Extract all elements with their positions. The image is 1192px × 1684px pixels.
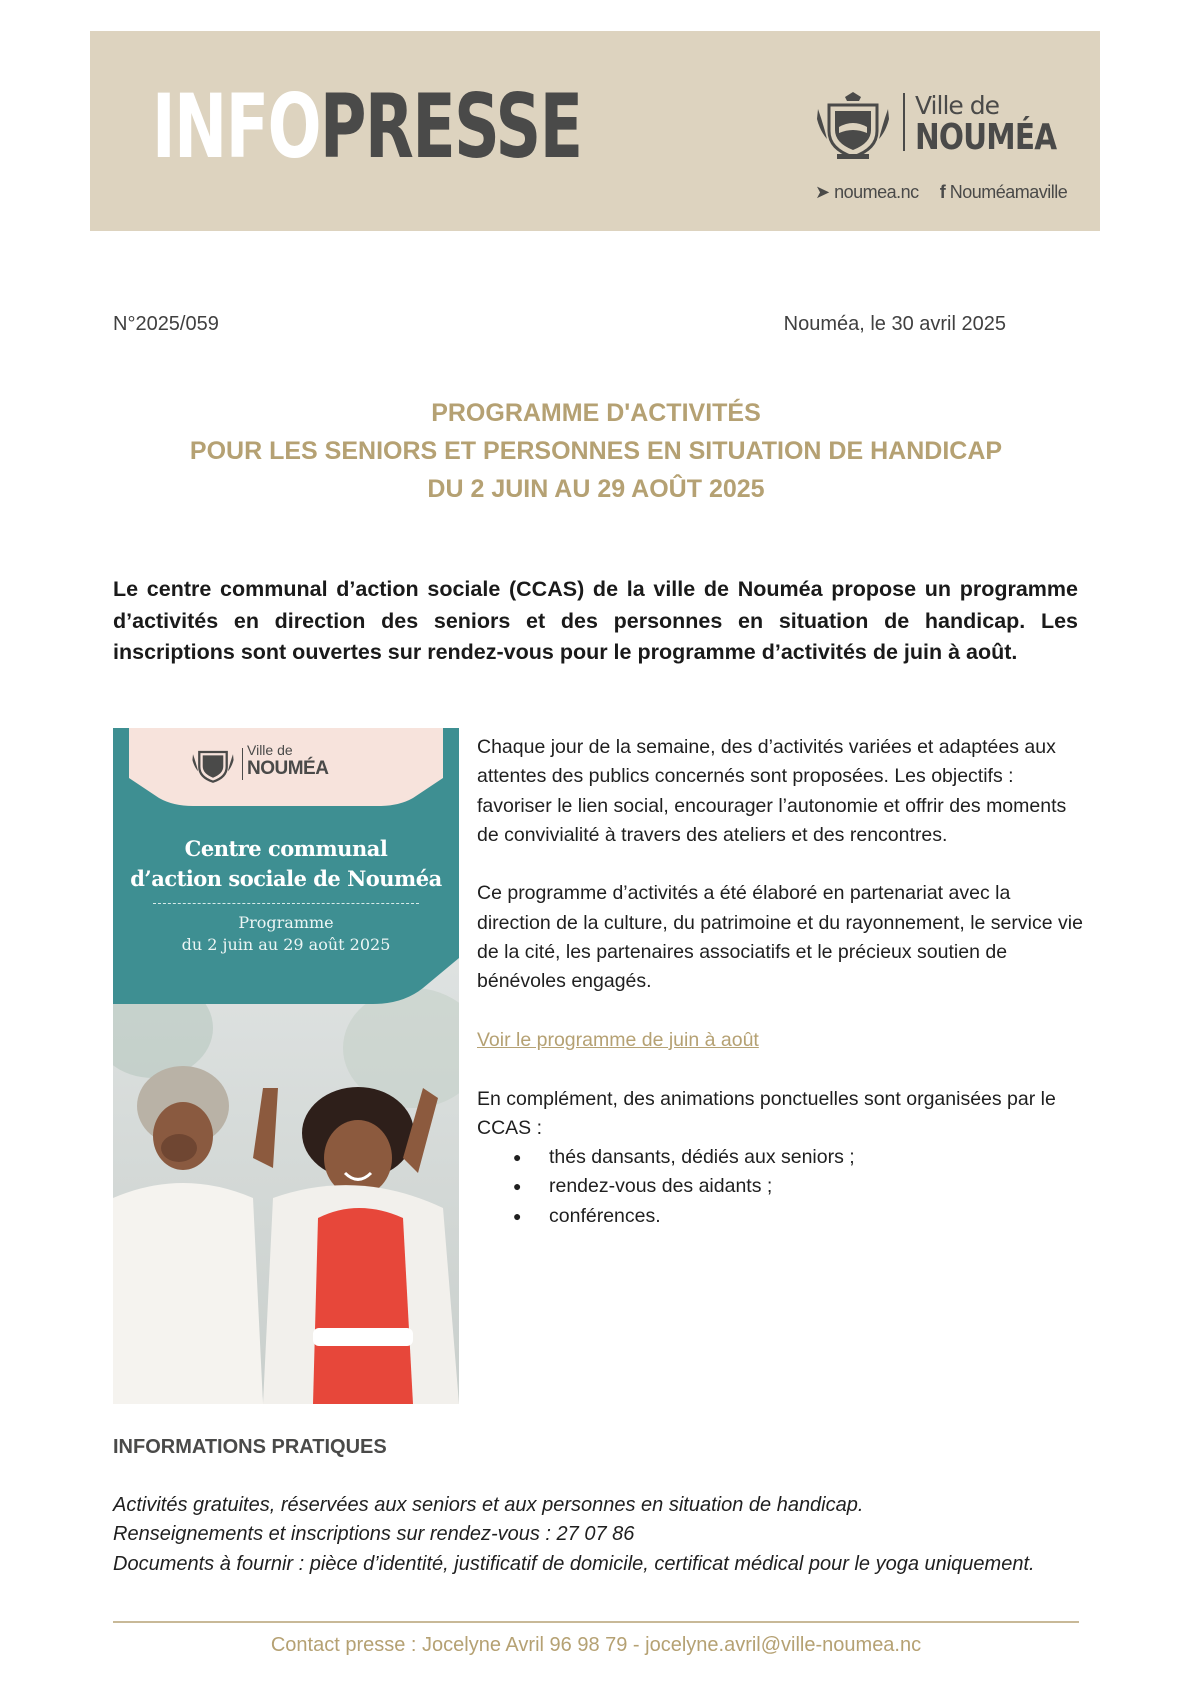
list-item: ● rendez-vous des aidants ; [477,1172,1087,1201]
poster-divider-line [153,903,419,904]
poster-headline: Centre communal d’action sociale de Nouméa [130,836,442,891]
poster-logo [191,744,391,794]
header-banner [90,31,1100,231]
poster-logo-noumea: NOUMÉA [247,758,329,779]
infopresse-wordmark: INFOPRESSE [152,75,582,178]
logo-links [815,182,1067,203]
paper-plane-icon: ➤ [815,182,830,202]
ville-de-noumea-logo [815,91,1068,211]
animations-list [477,1143,1087,1231]
body-paragraph-2: Ce programme d’activités a été élaboré en partenariat avec la direction de la culture, du patrimoine et du rayonnement, le service vie de la cité, les partenaires associatifs et le précieux soutien de bénévoles engagés. [477,882,1083,993]
program-link-paragraph [477,1026,1087,1055]
poster-program-dates: Programme du 2 juin au 29 août 2025 [181,913,391,954]
website-link[interactable]: noumea.nc [834,182,919,202]
press-contact: Contact presse : Jocelyne Avril 96 98 79 - jocelyne.avril@ville-noumea.nc [270,1634,922,1656]
logo-noumea: NOUMÉA [915,117,1057,158]
footer-divider [113,1621,1079,1623]
body-paragraph-3: En complément, des animations ponctuelles sont organisées par le CCAS : [477,1087,1056,1139]
practical-info-line-3: Documents à fournir : pièce d’identité, justificatif de domicile, certificat médical pour le yoga uniquement. [113,1552,1035,1575]
practical-info-body [113,1491,1083,1579]
practical-info-heading: INFORMATIONS PRATIQUES [113,1436,387,1458]
list-item: ● conférences. [477,1202,1087,1231]
noumea-crest-icon [815,91,891,161]
title-line-3: DU 2 JUIN AU 29 AOÛT 2025 [427,475,765,503]
intro-paragraph: Le centre communal d’action sociale (CCAS) de la ville de Nouméa propose un programme d’activités en direction des seniors et des personnes en situation de handicap. Les inscriptions sont ouvertes sur rendez-vous pour le programme d’activités de juin à août. [113,577,1078,664]
logo-ville-de: Ville de [915,91,999,120]
poster-crest-icon [191,744,235,784]
title-line-1: PROGRAMME D'ACTIVITÉS [431,399,761,427]
list-item: ● thés dansants, dédiés aux seniors ; [477,1143,1087,1172]
practical-info-line-2: Renseignements et inscriptions sur rendez-vous : 27 07 86 [113,1523,635,1546]
press-release-date: Nouméa, le 30 avril 2025 [783,313,1006,335]
program-link[interactable]: Voir le programme de juin à août [477,1028,759,1051]
logo-divider [903,93,905,151]
practical-info-line-1: Activités gratuites, réservées aux seniors et aux personnes en situation de handicap. [113,1494,864,1516]
title-line-2: POUR LES SENIORS ET PERSONNES EN SITUATION DE HANDICAP [189,437,1003,465]
social-link[interactable]: Nouméamaville [949,182,1068,202]
page-title [0,394,1192,508]
body-paragraph-1: Chaque jour de la semaine, des d’activités variées et adaptées aux attentes des publics concernés sont proposées. Les objectifs : favoriser le lien social, encourager l’autonomie et offrir des moments de convivialité à travers des ateliers et des rencontres. [477,736,1067,846]
poster-logo-ville-de: Ville de [247,742,293,758]
poster-photo-illustration [113,728,459,1404]
program-poster-image [113,728,459,1404]
press-release-number: N°2025/059 [113,313,219,335]
poster-logo-divider [242,748,243,780]
facebook-icon: f [939,182,946,202]
body-column [477,733,1087,1231]
